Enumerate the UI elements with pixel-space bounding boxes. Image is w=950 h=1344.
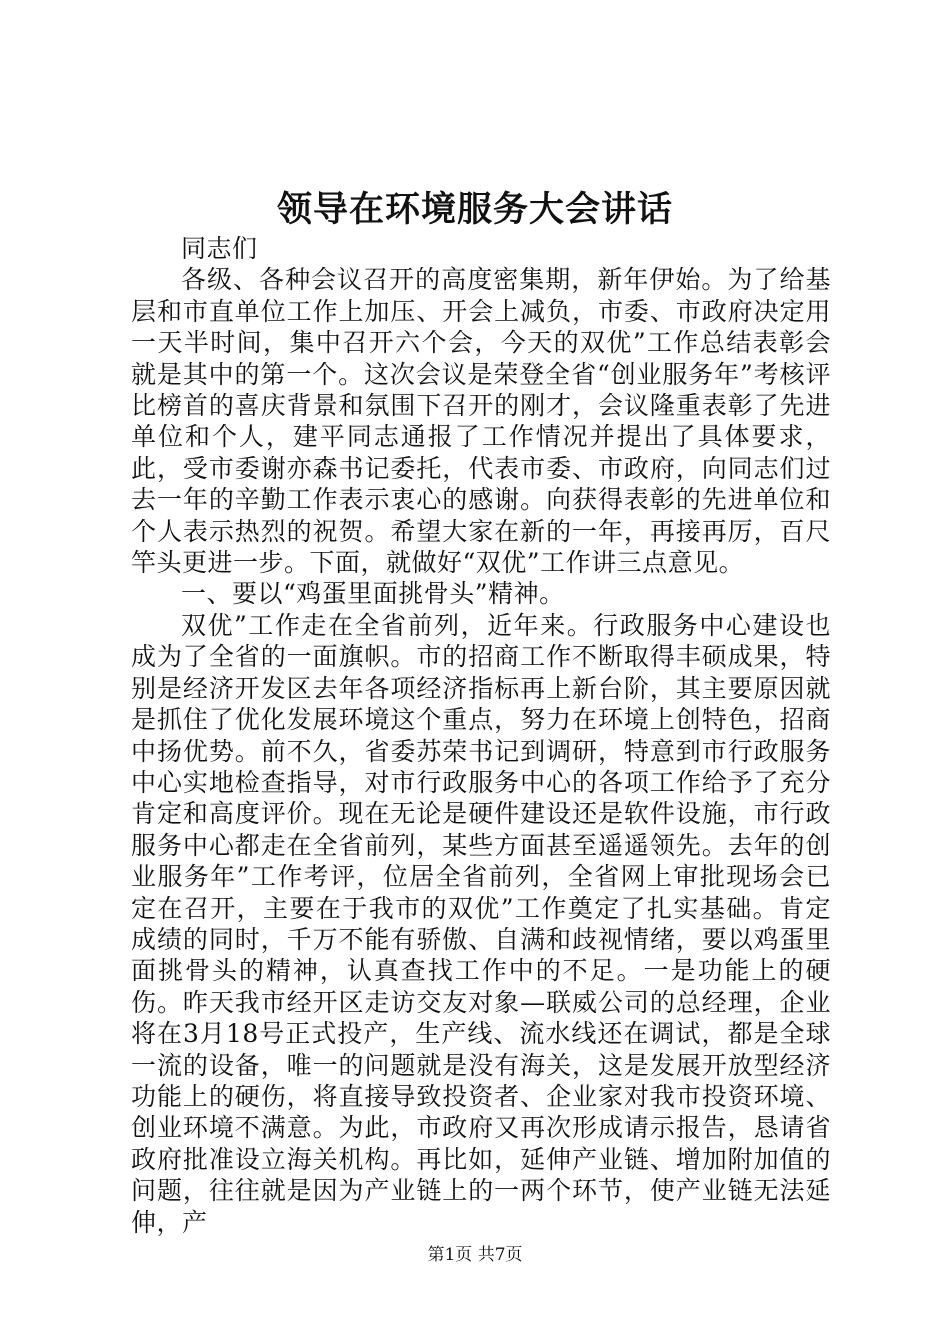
body-paragraph: 双优”工作走在全省前列，近年来。行政服务中心建设也成为了全省的一面旗帜。市的招商工作不断取得丰硕成果，特别是经济开发区去年各项经济指标再上新台阶，其主要原因就是抓住了优化发展环境这个重点，努力在环境上创特色，招商中扬优势。前不久，省委苏荣书记到调研，特意到市行政服务中心实地检查指导，对市行政服务中心的各项工作给予了充分肯定和高度评价。现在无论是硬件建设还是软件设施，市行政服务中心都走在全省前列，某些方面甚至遥遥领先。去年的创业服务年”工作考评，位居全省前列，全省网上审批现场会已定在召开，主要在于我市的双优”工作奠定了扎实基础。肯定成绩的同时，千万不能有骄傲、自满和歧视情绪，要以鸡蛋里面挑骨头的精神，认真查找工作中的不足。一是功能上的硬伤。昨天我市经开区走访交友对象—联威公司的总经理，企业将在3月18号正式投产，生产线、流水线还在调试，都是全球一流的设备，唯一的问题就是没有海关，这是发展开放型经济功能上的硬伤，将直接导致投资者、企业家对我市投资环境、创业环境不满意。为此，市政府又再次形成请示报告，恳请省政府批准设立海关机构。再比如，延伸产业链、增加附加值的问题，往往就是因为产业链上的一两个环节，使产业链无法延伸，产 — [131, 610, 831, 1237]
document-body — [131, 233, 831, 1238]
salutation-paragraph: 同志们 — [181, 234, 258, 263]
document-title: 领导在环境服务大会讲话 — [276, 189, 673, 230]
section-heading-paragraph: 一、要以“鸡蛋里面挑骨头”精神。 — [181, 579, 565, 609]
page-number-footer: 第1页 共7页 — [427, 1245, 523, 1265]
body-paragraph: 各级、各种会议召开的高度密集期，新年伊始。为了给基层和市直单位工作上加压、开会上减负，市委、市政府决定用一天半时间，集中召开六个会，今天的双优”工作总结表彰会就是其中的第一个。这次会议是荣登全省“创业服务年”考核评比榜首的喜庆背景和氛围下召开的刚才，会议隆重表彰了先进单位和个人，建平同志通报了工作情况并提出了具体要求，此，受市委谢亦森书记委托，代表市委、市政府，向同志们过去一年的辛勤工作表示衷心的感谢。向获得表彰的先进单位和个人表示热烈的祝贺。希望大家在新的一年，再接再厉，百尺竿头更进一步。下面，就做好“双优”工作讲三点意见。 — [131, 265, 831, 578]
